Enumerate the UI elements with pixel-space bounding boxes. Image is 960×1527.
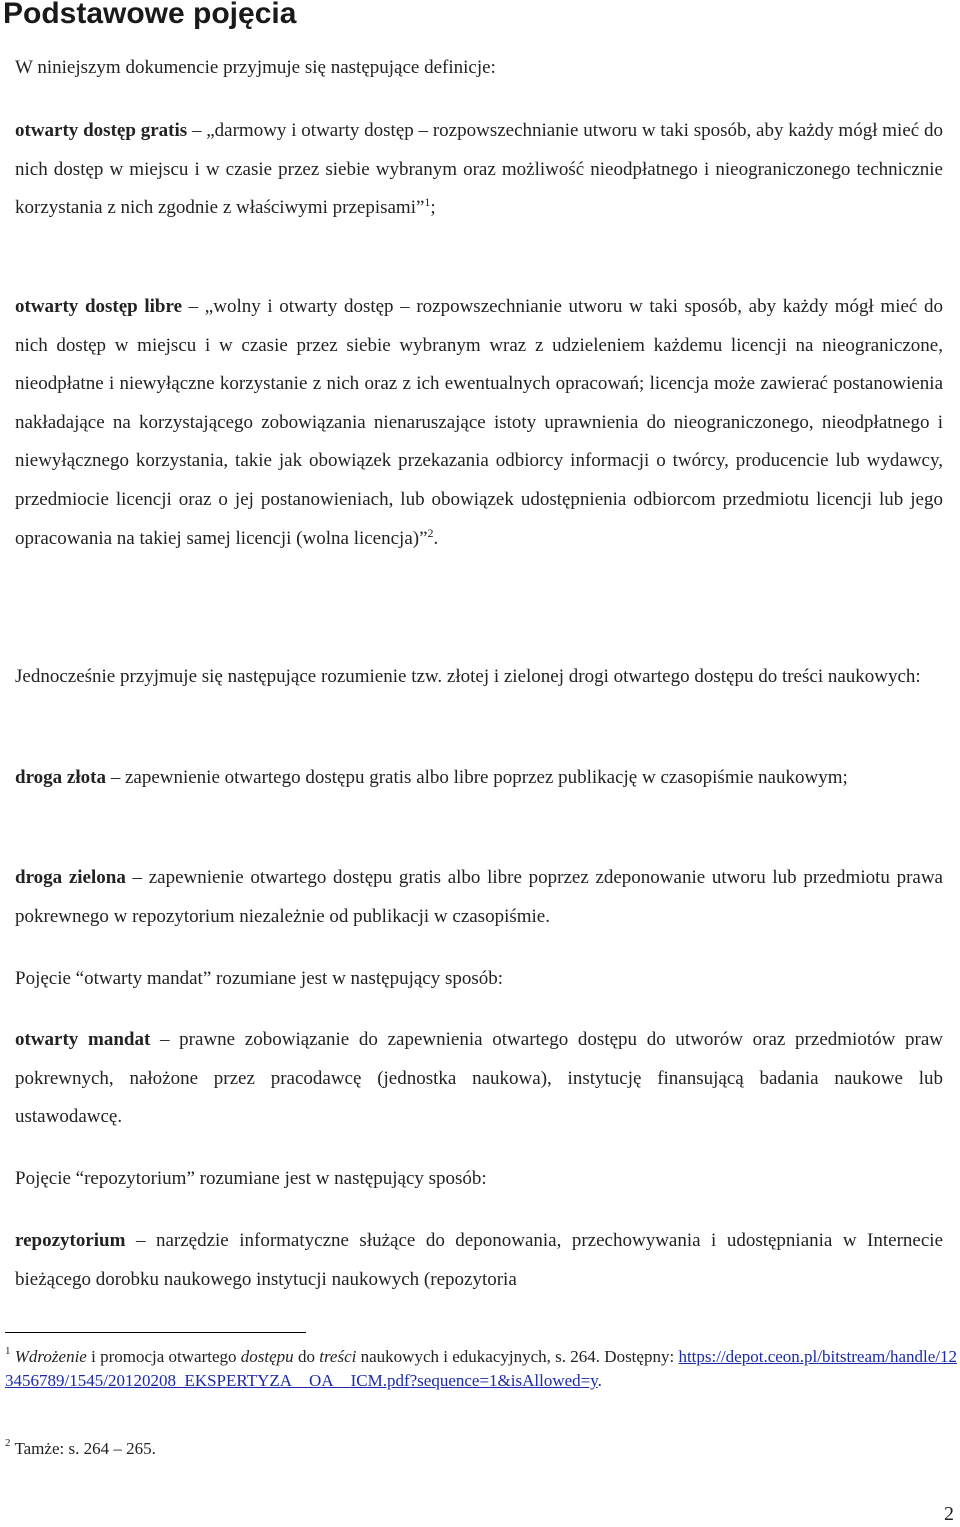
definition-open-access-libre xyxy=(15,288,943,558)
term-repository: repozytorium xyxy=(15,1230,126,1251)
term-open-access-gratis: otwarty dostęp gratis xyxy=(15,120,188,141)
term-green-road: droga zielona xyxy=(15,867,126,888)
footnote-2-text: Tamże: s. 264 – 265. xyxy=(10,1439,156,1458)
definition-text-repository: – narzędzie informatyczne służące do deponowania, przechowywania i udostępniania w Internecie bieżącego dorobku naukowego instytucji naukowych (repozytoria xyxy=(15,1230,943,1290)
footnote-number-1: 1 xyxy=(5,1345,11,1357)
footnote-separator xyxy=(5,1332,306,1333)
repository-intro-paragraph: Pojęcie “repozytorium” rozumiane jest w następujący sposób: xyxy=(15,1168,487,1189)
footnote-1-italic-3: treści xyxy=(319,1347,357,1366)
definition-green-road xyxy=(15,859,943,936)
footnote-1-text-2: do xyxy=(293,1347,320,1366)
page-number: 2 xyxy=(944,1503,954,1525)
term-open-mandate: otwarty mandat xyxy=(15,1029,151,1050)
footnote-1-text-1: i promocja otwartego xyxy=(86,1347,241,1366)
footnote-ref-2[interactable]: 2 xyxy=(427,525,434,540)
definition-open-mandate xyxy=(15,1021,943,1137)
footnote-ref-1[interactable]: 1 xyxy=(424,195,431,210)
footnote-1-italic-2: dostępu xyxy=(240,1347,294,1366)
definition-open-access-gratis xyxy=(15,112,943,228)
footnote-1 xyxy=(5,1345,957,1393)
footnote-1-text-3: naukowych i edukacyjnych, s. 264. Dostępny: xyxy=(356,1347,679,1366)
definition-gold-road xyxy=(15,759,943,798)
footnote-1-italic-1: Wdrożenie xyxy=(14,1347,87,1366)
mandate-intro-paragraph: Pojęcie “otwarty mandat” rozumiane jest w następujący sposób: xyxy=(15,968,504,989)
definition-text-green-road: – zapewnienie otwartego dostępu gratis albo libre poprzez zdeponowanie utworu lub przedmiotu prawa pokrewnego w repozytorium niezależnie od publikacji w czasopiśmie. xyxy=(15,867,943,927)
page-heading: Podstawowe pojęcia xyxy=(3,0,297,30)
footnote-number-2: 2 xyxy=(5,1437,11,1449)
roads-intro-paragraph: Jednocześnie przyjmuje się następujące rozumienie tzw. złotej i zielonej drogi otwartego dostępu do treści naukowych: xyxy=(15,666,921,687)
definition-text-gratis: – „darmowy i otwarty dostęp – rozpowszechnianie utworu w taki sposób, aby każdy mógł mieć do nich dostęp w miejscu i w czasie przez siebie wybranym oraz możliwość nieodpłatnego i nieograniczonego technicznie korzystania z nich zgodnie z właściwymi przepisami” xyxy=(15,120,944,219)
term-open-access-libre: otwarty dostęp libre xyxy=(15,296,183,317)
definition-text-libre: – „wolny i otwarty dostęp – rozpowszechnianie utworu w taki sposób, aby każdy mógł mieć do nich dostęp w miejscu i w czasie przez siebie wybranym wraz z udzieleniem każdemu licencji na nieograniczone, nieodpłatne i niewyłączne korzystanie z nich oraz z ich ewentualnych opracowań; licencja może zawierać postanowienia nakładające na korzystającego zobowiązania nienaruszające istoty uprawnienia do nieograniczonego, nieodpłatnego i niewyłącznego korzystania, takie jak obowiązek przekazania odbiorcy informacji o twórcy, producencie lub wydawcy, przedmiocie licencji oraz o jej postanowieniach, lub obowiązek udostępnienia odbiorcom przedmiotu licencji lub jego opracowania na takiej samej licencji (wolna licencja)” xyxy=(15,296,943,549)
definition-text-open-mandate: – prawne zobowiązanie do zapewnienia otwartego dostępu do utworów oraz przedmiotów praw pokrewnych, nałożone przez pracodawcę (jednostka naukowa), instytucję finansującą badania naukowe lub ustawodawcę. xyxy=(15,1029,943,1128)
definition-end-libre: . xyxy=(433,527,439,549)
definition-repository xyxy=(15,1222,943,1299)
footnote-1-end: . xyxy=(597,1371,602,1390)
definition-end-gratis: ; xyxy=(430,197,436,219)
footnote-2 xyxy=(5,1437,957,1461)
term-gold-road: droga złota xyxy=(15,767,106,788)
footnote-1-link[interactable]: https://depot.ceon.pl/bitstream/handle/123456789/1545/20120208_EKSPERTYZA__OA__ICM.pdf?sequence=1&isAllowed=y xyxy=(5,1347,958,1390)
intro-paragraph: W niniejszym dokumencie przyjmuje się następujące definicje: xyxy=(15,57,496,78)
definition-text-gold-road: – zapewnienie otwartego dostępu gratis albo libre poprzez publikację w czasopiśmie naukowym; xyxy=(105,767,848,788)
